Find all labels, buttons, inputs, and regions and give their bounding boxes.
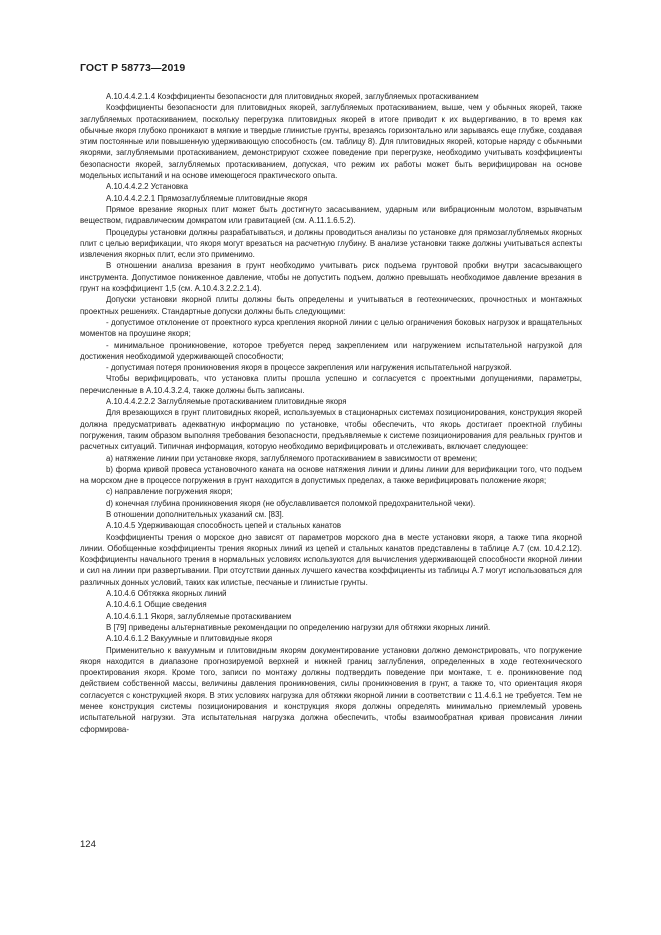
body-paragraph: Для врезающихся в грунт плитовидных якорей, используемых в стационарных системах позиционирования, конструкция якорей должна предусматривать адекватную информацию по установке, чтобы обеспечить, что якорь достигает проектной глубины погружения, таким образом выполняя требования безопасности, предъявляемые к системе позиционирования для реальных грунтов и расчетных ситуаций. Типичная информация, которую необходимо верифицировать и отслеживать, включает следующее: xyxy=(80,408,582,452)
clause-heading: А.10.4.6.1 Общие сведения xyxy=(106,600,207,610)
body-paragraph: Допуски установки якорной плиты должны быть определены и учитываться в геотехнических, прочностных и монтажных проектных решениях. Стандартные допуски должны быть следующими: xyxy=(80,295,582,316)
body-paragraph: Применительно к вакуумным и плитовидным якорям документирование установки должно демонстрировать, что погружение якоря находится в диапазоне прогнозируемой верхней и нижней границ заглубления, определенных в ходе геотехнического проектирования якоря. Кроме того, записи по монтажу должны подтвердить поведение при монтаже, т. е. проникновение под действием собственной массы, величины давления проникновения, силы проникновения в грунт, а также то, что ориентация якоря согласуется с конструкцией якоря. В этих условиях нагрузка для обтяжки якорной линии в соответствии с 11.4.6.1 не требуется. Тем не менее конструкция системы позиционирования и конструкция якоря должны определять минимально приемлемый уровень испытательной нагрузки. Эта испытательная нагрузка должна обеспечить, чтобы взаимообратная кривая провисания линии сформирова- xyxy=(80,645,582,734)
body-paragraph: В отношении анализа врезания в грунт необходимо учитывать риск подъема грунтовой пробки внутри засасывающего инструмента. Допустимое пониженное давление, чтобы не допустить подъем, должно превышать необходимое давление врезания в грунт на коэффициент 1,5 (см. А.10.4.3.2.2.2.1.4). xyxy=(80,261,582,294)
body-paragraph: Прямое врезание якорных плит может быть достигнуто засасыванием, ударным или вибрационным молотом, взрывчатым веществом, гидравлическим домкратом или гравитацией (см. А.11.1.6.5.2). xyxy=(80,204,582,226)
list-item: c) направление погружения якоря; xyxy=(106,487,233,497)
standard-header: ГОСТ Р 58773—2019 xyxy=(80,62,186,74)
clause-heading: А.10.4.4.2.2.2 Заглубляемые протаскиванием плитовидные якоря xyxy=(106,397,347,407)
body-paragraph: Процедуры установки должны разрабатываться, и должны проводиться анализы по установке для прямозаглубляемых якорных плит с целью верификации, что якоря могут врезаться на расчетную глубину. В анализе установки также должны учитываться аспекты извлечения якорных плит, если это применимо. xyxy=(80,227,582,260)
body-paragraph: В отношении дополнительных указаний см. [83]. xyxy=(106,509,284,519)
clause-heading: А.10.4.4.2.2.1 Прямозаглубляемые плитовидные якоря xyxy=(106,193,308,203)
list-item: b) форма кривой провеса установочного каната на основе натяжения линии и длины линии для верификации того, что подъем на морском дне в процессе погружения в грунт находится в допустимых пределах, а также верифицировать положение якоря; xyxy=(80,464,582,486)
body-paragraph: В [79] приведены альтернативные рекомендации по определению нагрузки для обтяжки якорных линий. xyxy=(106,622,491,632)
body-paragraph: Коэффициенты трения о морское дно зависят от параметров морского дна в месте установки якоря, а также типа якорной линии. Обобщенные коэффициенты трения якорных линий из цепей и стальных канатов представлены в таблице А.7 (см. 10.4.2.12). Коэффициенты начального трения в нормальных условиях используются для вычисления удерживающей способности якорной линии и сил на линии при развертывании. При отсутствии данных лучшего качества коэффициенты из таблицы А.7 могут использоваться для различных донных условий, таких как илистые, песчаные и глинистые грунты. xyxy=(80,532,582,587)
list-item: - допустимая потеря проникновения якоря в процессе закрепления или нагружения испытательной нагрузкой. xyxy=(106,363,512,373)
document-body xyxy=(80,91,582,735)
body-paragraph: Коэффициенты безопасности для плитовидных якорей, заглубляемых протаскиванием, выше, чем у обычных якорей, также заглубляемых протаскиванием, поскольку перегрузка плитовидных якорей в итоге приводит к их выдергиванию, в то время как обычные якоря глубоко проникают в мягкие и твердые глинистые грунты, врезаясь горизонтально или зарываясь еще глубже, создавая этим постоянные или повышенную удерживающую способность (см. таблицу 8). Для плитовидных якорей, которые наряду с обычными якорями, заглубляемыми протаскиванием, демонстрируют схожее поведение при перегрузке, необходимо учитывать коэффициенты безопасности якорей, заглубляемых протаскиванием, допуская, что режим их работы может быть верифицирован на основе модельных испытаний и на основе имеющегося практического опыта. xyxy=(80,103,582,181)
clause-heading: А.10.4.6.1.2 Вакуумные и плитовидные якоря xyxy=(106,634,273,644)
page-number: 124 xyxy=(80,839,96,850)
list-item: а) натяжение линии при установке якоря, заглубляемого протаскиванием в зависимости от времени; xyxy=(106,453,478,463)
list-item: - минимальное проникновение, которое требуется перед закреплением или нагружением испытательной нагрузкой для достижения необходимой удерживающей способности; xyxy=(80,340,582,361)
clause-heading: А.10.4.5 Удерживающая способность цепей и стальных канатов xyxy=(106,521,342,531)
body-paragraph: Чтобы верифицировать, что установка плиты прошла успешно и согласуется с проектными допущениями, параметры, перечисленные в А.10.4.3.2.4, также должны быть записаны. xyxy=(80,374,582,395)
clause-heading: А.10.4.4.2.1.4 Коэффициенты безопасности для плитовидных якорей, заглубляемых протаскиванием xyxy=(106,92,479,101)
clause-heading: А.10.4.6 Обтяжка якорных линий xyxy=(106,589,227,599)
clause-heading: А.10.4.6.1.1 Якоря, заглубляемые протаскиванием xyxy=(106,611,292,621)
clause-heading: А.10.4.4.2.2 Установка xyxy=(106,182,189,192)
list-item: - допустимое отклонение от проектного курса крепления якорной линии с целью ограничения боковых нагрузок и вращательных моментов на проушине якоря; xyxy=(80,317,582,339)
list-item: d) конечная глубина проникновения якоря (не обуславливается поломкой предохранительной чеки). xyxy=(106,498,476,508)
